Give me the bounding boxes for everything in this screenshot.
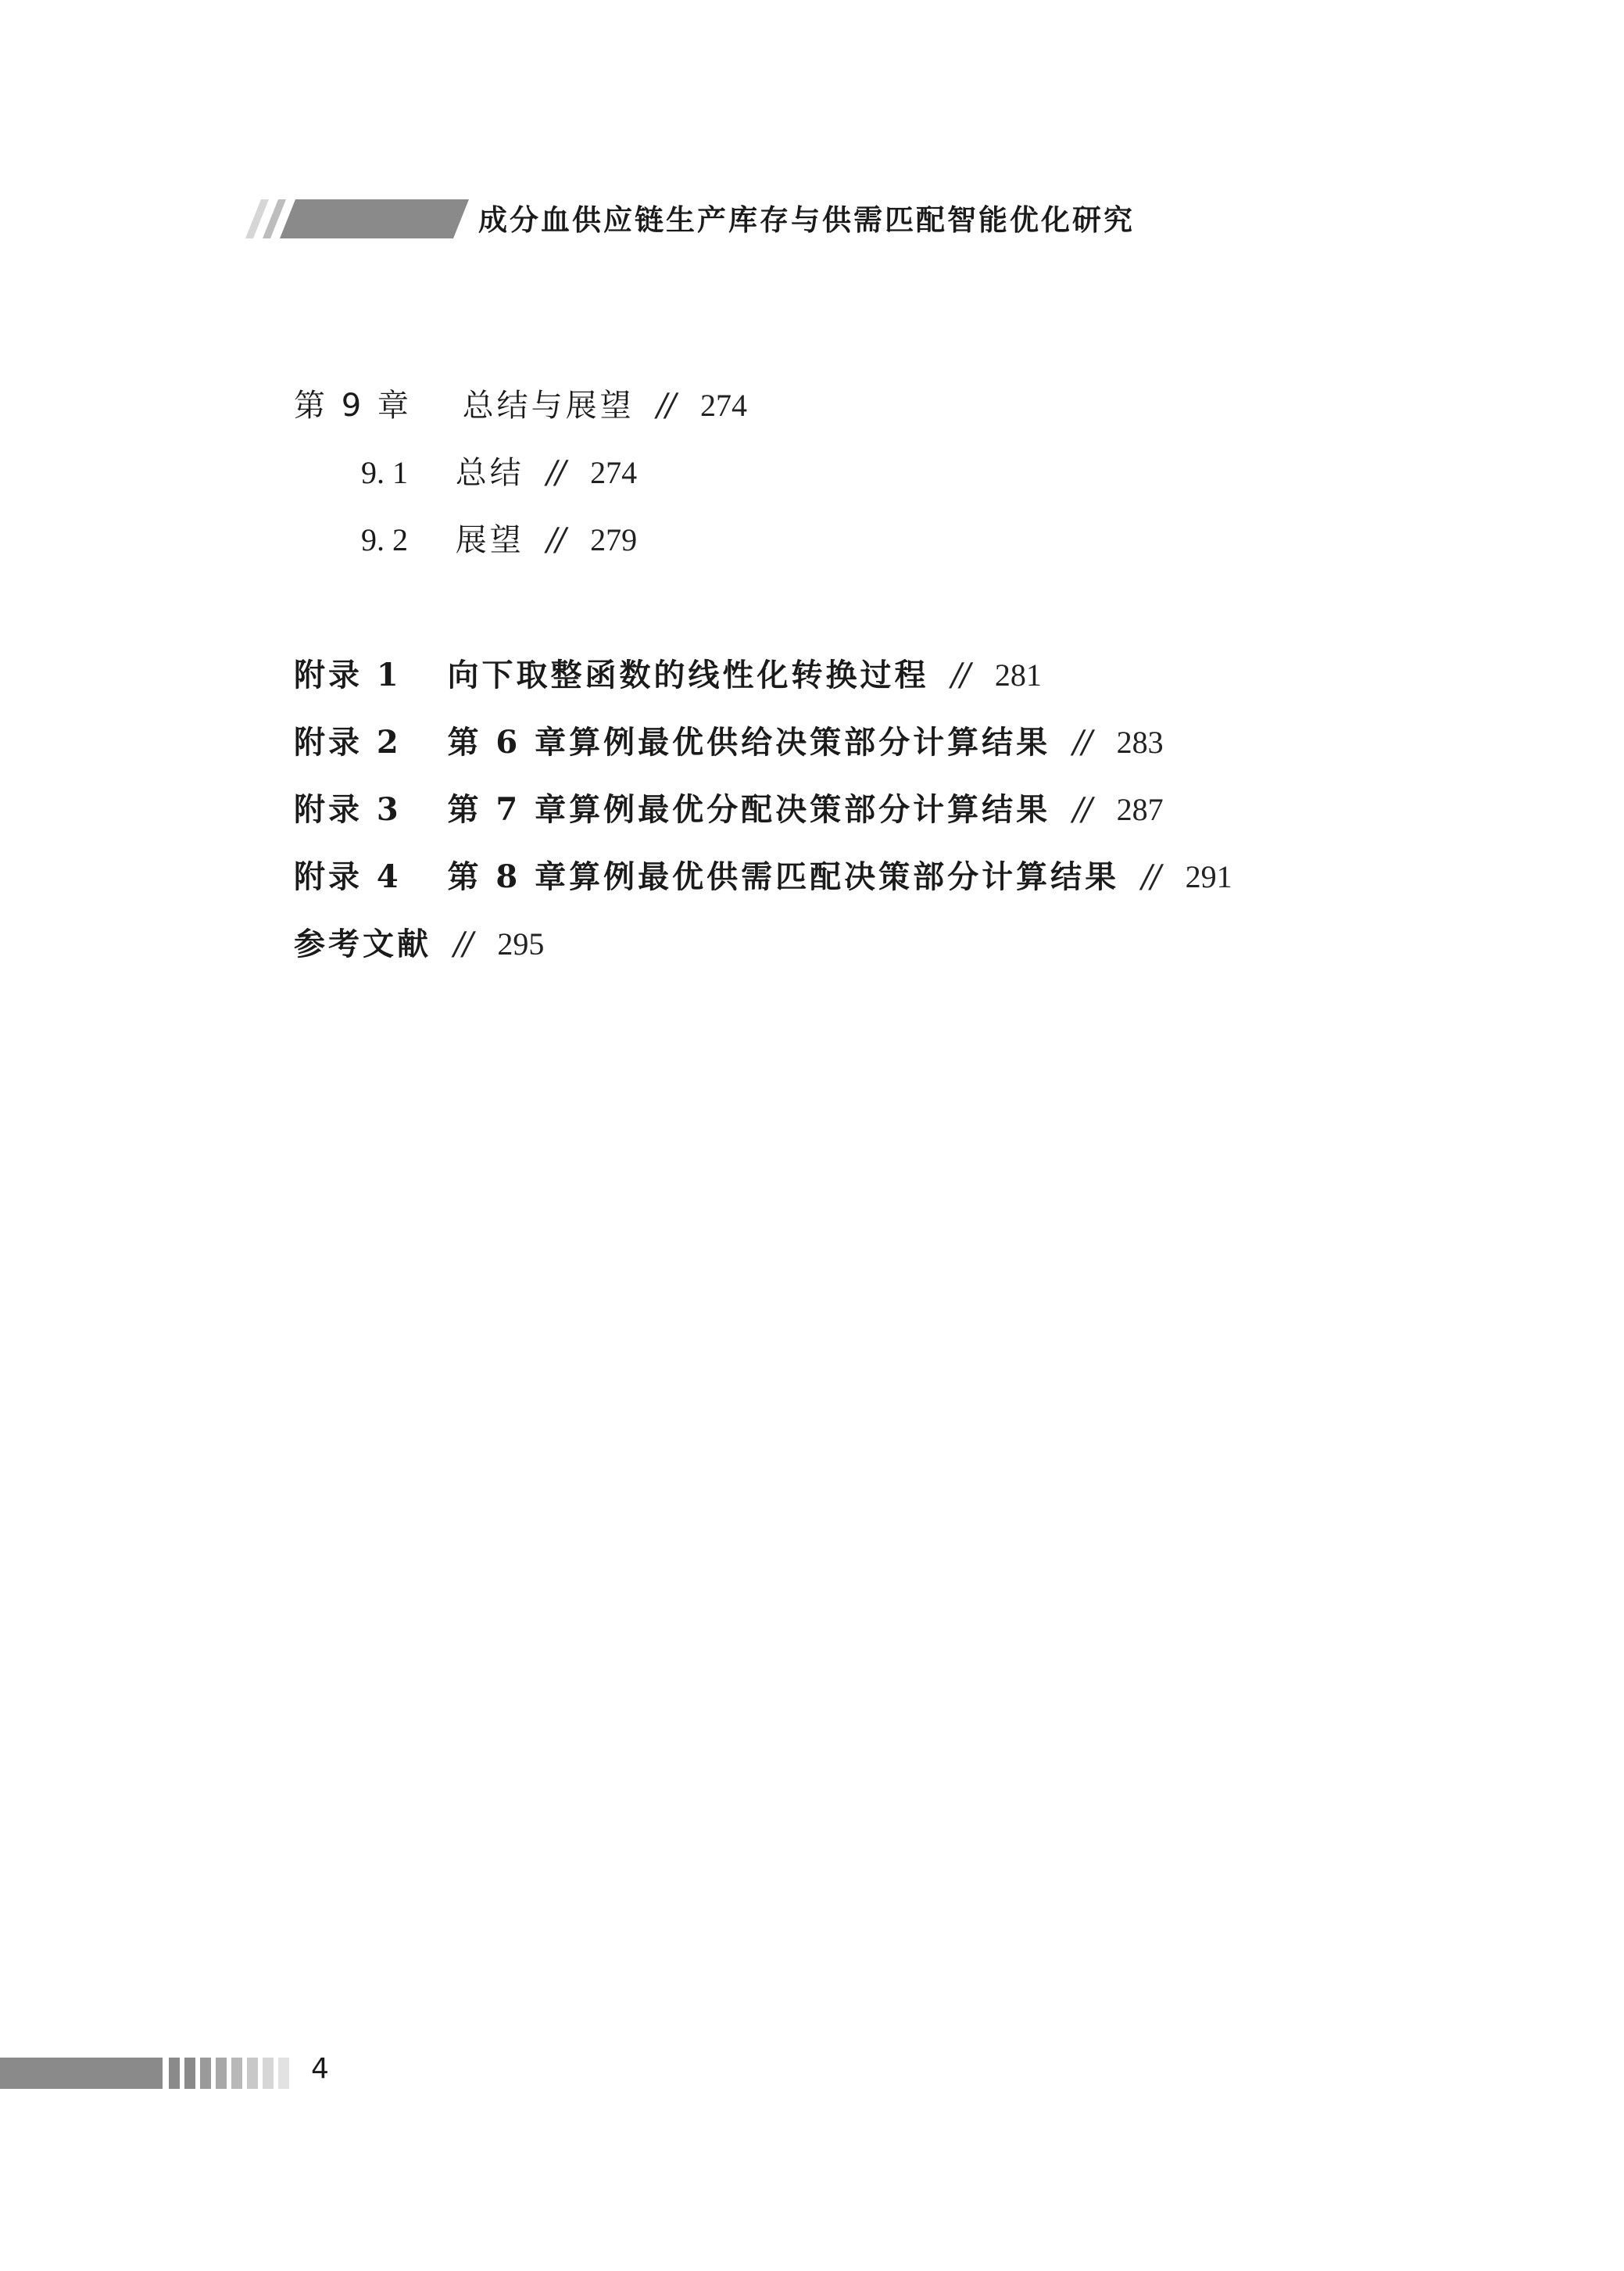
toc-separator: // <box>546 455 565 491</box>
toc-chapter-entry[interactable] <box>294 386 747 425</box>
toc-appendix-number: 附录 2 <box>294 724 402 761</box>
toc-page-number: 291 <box>1185 859 1232 894</box>
toc-appendix-number: 附录 4 <box>294 858 402 895</box>
toc-section-title: 展望 <box>455 522 524 558</box>
toc-page-number: 279 <box>590 522 638 557</box>
toc-appendix-entry[interactable] <box>294 656 1042 695</box>
toc-separator: // <box>1141 859 1160 895</box>
toc-page-number: 274 <box>590 455 638 490</box>
toc-references-entry[interactable] <box>294 925 544 964</box>
page-number: 4 <box>311 2053 329 2085</box>
toc-page-number: 274 <box>700 388 747 423</box>
toc-separator: // <box>453 926 472 962</box>
toc-appendix-title: 第 8 章算例最优供需匹配决策部分计算结果 <box>447 858 1120 895</box>
toc-section-number: 9. 2 <box>361 522 408 557</box>
toc-page-number: 287 <box>1116 792 1164 827</box>
running-header-title: 成分血供应链生产库存与供需匹配智能优化研究 <box>478 203 1135 237</box>
toc-appendix-entry[interactable] <box>294 723 1164 762</box>
footer-stripe-decoration <box>0 2058 297 2089</box>
toc-section-number: 9. 1 <box>361 455 408 490</box>
toc-chapter-title: 总结与展望 <box>462 388 635 424</box>
toc-appendix-title: 第 6 章算例最优供给决策部分计算结果 <box>447 724 1051 761</box>
toc-appendix-title: 第 7 章算例最优分配决策部分计算结果 <box>447 791 1051 828</box>
toc-section-title: 总结 <box>455 455 524 491</box>
header-stripe-decoration <box>234 192 469 238</box>
toc-page-number: 283 <box>1116 725 1164 760</box>
toc-appendix-entry[interactable] <box>294 858 1232 897</box>
toc-separator: // <box>951 657 970 693</box>
toc-chapter-number: 第 9 章 <box>294 388 412 424</box>
toc-separator: // <box>546 522 565 558</box>
toc-appendix-title: 向下取整函数的线性化转换过程 <box>447 657 929 693</box>
toc-section-entry[interactable] <box>361 453 637 493</box>
toc-separator: // <box>1072 725 1091 761</box>
toc-appendix-number: 附录 3 <box>294 791 402 828</box>
toc-separator: // <box>1072 792 1091 828</box>
toc-references-title: 参考文献 <box>294 926 431 962</box>
toc-separator: // <box>656 388 675 424</box>
toc-appendix-number: 附录 1 <box>294 657 402 693</box>
toc-appendix-entry[interactable] <box>294 790 1164 829</box>
toc-page-number: 281 <box>994 657 1042 693</box>
toc-page-number: 295 <box>497 926 545 962</box>
toc-section-entry[interactable] <box>361 521 637 560</box>
